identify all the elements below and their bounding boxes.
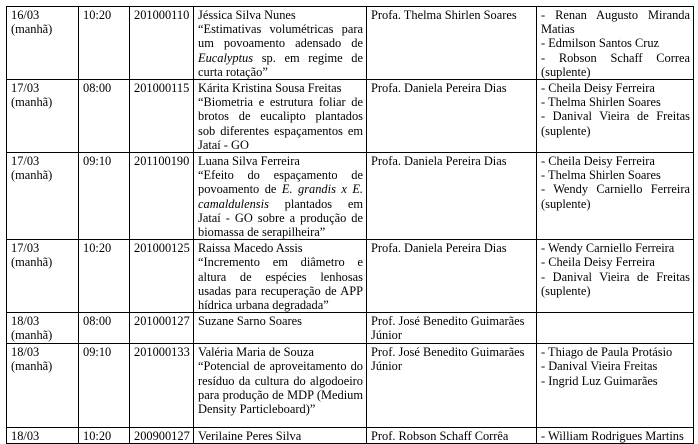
board-cell	[537, 7, 694, 80]
advisor-name: Prof. Robson Schaff Corrêa	[371, 429, 509, 444]
advisor-cell	[367, 428, 537, 444]
board-cell	[537, 428, 694, 444]
date-cell	[7, 240, 79, 313]
board-member: - Cheila Deisy Ferreira	[541, 154, 655, 169]
thesis-title: “Efeito do espaçamento de povoamento de E. grandis x E. camaldulensis plantados em Jataí - GO sobre a produção de biomassa de serapilheira”	[198, 168, 363, 240]
board-cell	[537, 153, 694, 240]
board-member: - Edmilson Santos Cruz	[541, 36, 660, 51]
defense-schedule-table	[6, 6, 694, 444]
time-cell: 09:10	[79, 344, 130, 428]
thesis-title: “Potencial de aproveitamento do resíduo da cultura do algodoeiro para produção de MDP (Medium Density Particleboard)”	[198, 359, 363, 417]
period-text: (manhã)	[11, 168, 53, 183]
enrollment-cell: 201100190	[130, 153, 194, 240]
date-cell	[7, 344, 79, 428]
advisor-cell	[367, 153, 537, 240]
time-cell: 08:00	[79, 80, 130, 153]
board-member: - Renan Augusto Miranda Matias	[541, 8, 690, 37]
time-cell: 10:20	[79, 240, 130, 313]
student-title-cell	[194, 313, 367, 344]
advisor-cell	[367, 344, 537, 428]
table-row	[7, 153, 694, 240]
table-row	[7, 80, 694, 153]
advisor-name: Prof. José Benedito Guimarães Júnior	[371, 314, 525, 343]
board-member: - William Rodrigues Martins	[541, 429, 684, 444]
student-name: Luana Silva Ferreira	[198, 154, 300, 169]
board-member: - Ingrid Luz Guimarães	[541, 373, 658, 388]
advisor-cell	[367, 80, 537, 153]
student-title-cell	[194, 344, 367, 428]
enrollment-cell: 201000133	[130, 344, 194, 428]
date-text: 18/03	[11, 429, 40, 444]
board-member: - Danival Vieira Freitas	[541, 359, 658, 374]
period-text: (manhã)	[11, 95, 53, 110]
advisor-cell	[367, 240, 537, 313]
board-cell	[537, 240, 694, 313]
species-name: Eucalyptus	[198, 50, 254, 65]
date-cell	[7, 153, 79, 240]
board-member: - Wendy Carniello Ferreira	[541, 241, 675, 256]
date-text: 17/03	[11, 241, 40, 256]
time-cell: 08:00	[79, 313, 130, 344]
table-row	[7, 344, 694, 428]
thesis-title: “Incremento em diâmetro e altura de espécies lenhosas usadas para recuperação de APP hídrica urbana degradada”	[198, 255, 363, 313]
thesis-title: “Estimativas volumétricas para um povoamento adensado de Eucalyptus sp. em regime de curta rotação”	[198, 22, 363, 79]
board-member: - Thelma Shirlen Soares	[541, 95, 661, 110]
board-member: - Thelma Shirlen Soares	[541, 168, 661, 183]
table-row	[7, 428, 694, 444]
time-cell: 10:20	[79, 428, 130, 444]
period-text: (manhã)	[11, 328, 53, 343]
student-name: Suzane Sarno Soares	[198, 314, 302, 329]
student-name: Verilaine Peres Silva	[198, 429, 302, 444]
advisor-cell	[367, 313, 537, 344]
student-title-cell	[194, 7, 367, 80]
advisor-name: Prof. José Benedito Guimarães Júnior	[371, 345, 525, 374]
student-title-cell	[194, 153, 367, 240]
date-text: 17/03	[11, 81, 40, 96]
board-member: - Thiago de Paula Protásio	[541, 345, 673, 360]
enrollment-cell: 200900127	[130, 428, 194, 444]
date-text: 16/03	[11, 8, 40, 22]
board-member: - Robson Schaff Correa (suplente)	[541, 50, 690, 79]
date-cell	[7, 313, 79, 344]
enrollment-cell: 201000110	[130, 7, 194, 80]
date-text: 18/03	[11, 345, 40, 360]
date-cell	[7, 428, 79, 444]
date-text: 17/03	[11, 154, 40, 169]
period-text: (manhã)	[11, 22, 53, 37]
advisor-name: Profa. Daniela Pereira Dias	[371, 81, 507, 96]
board-member: - Danival Vieira de Freitas (suplente)	[541, 109, 690, 138]
student-name: Kárita Kristina Sousa Freitas	[198, 81, 342, 96]
table-row	[7, 7, 694, 80]
date-text: 18/03	[11, 314, 40, 329]
advisor-cell	[367, 7, 537, 80]
enrollment-cell: 201000115	[130, 80, 194, 153]
advisor-name: Profa. Thelma Shirlen Soares	[371, 8, 517, 22]
board-member: - Wendy Carniello Ferreira (suplente)	[541, 182, 690, 211]
time-cell: 10:20	[79, 7, 130, 80]
table-row	[7, 240, 694, 313]
board-member: - Danival Vieira de Freitas (suplente)	[541, 269, 690, 298]
board-cell	[537, 80, 694, 153]
student-name: Valéria Maria de Souza	[198, 345, 314, 360]
board-cell	[537, 344, 694, 428]
student-title-cell	[194, 428, 367, 444]
species-name: E. grandis x E. camaldulensis	[198, 182, 363, 211]
thesis-title: “Biometria e estrutura foliar de brotos de eucalipto plantados sob diferentes espaçamentos em Jataí - GO	[198, 95, 363, 152]
date-cell	[7, 7, 79, 80]
period-text: (manhã)	[11, 255, 53, 270]
date-cell	[7, 80, 79, 153]
enrollment-cell: 201000127	[130, 313, 194, 344]
student-title-cell	[194, 80, 367, 153]
advisor-name: Profa. Daniela Pereira Dias	[371, 154, 507, 169]
student-name: Jéssica Silva Nunes	[198, 8, 296, 22]
advisor-name: Profa. Daniela Pereira Dias	[371, 241, 507, 256]
period-text: (manhã)	[11, 359, 53, 374]
time-cell: 09:10	[79, 153, 130, 240]
table-row	[7, 313, 694, 344]
enrollment-cell: 201000125	[130, 240, 194, 313]
board-cell	[537, 313, 694, 344]
student-title-cell	[194, 240, 367, 313]
board-member: - Cheila Deisy Ferreira	[541, 81, 655, 96]
board-member: - Cheila Deisy Ferreira	[541, 255, 655, 270]
student-name: Raissa Macedo Assis	[198, 241, 303, 256]
